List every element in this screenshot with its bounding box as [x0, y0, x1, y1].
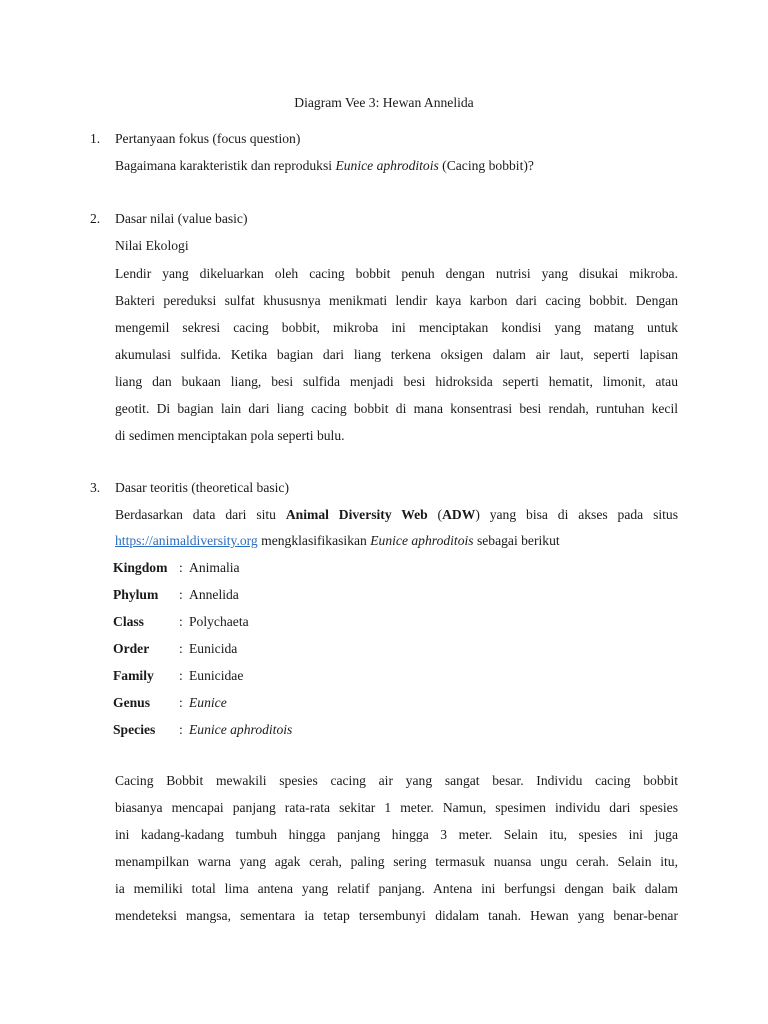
paragraph-line: biasanya mencapai panjang rata-rata sekitar 1 meter. Namun, spesimen individu dari spesies — [115, 800, 678, 815]
paragraph-line: liang dan bukaan liang, besi sulfida menjadi besi hidroksida seperti hematit, limonit, atau — [115, 374, 678, 389]
taxonomy-rank: Phylum — [113, 587, 159, 602]
paragraph-line: mengemil sekresi cacing bobbit, mikroba ini menciptakan kondisi yang matang untuk — [115, 320, 678, 335]
section-2-heading: Dasar nilai (value basic) — [115, 211, 248, 226]
adw-name: Animal Diversity Web — [285, 507, 428, 522]
intro-text: Berdasarkan data dari situ — [115, 507, 286, 522]
adw-abbrev: ADW — [442, 507, 476, 522]
paragraph-line: akumulasi sulfida. Ketika bagian dari liang terkena oksigen dalam air laut, seperti lapisan — [115, 347, 678, 362]
taxonomy-row — [113, 635, 292, 662]
section-3-number: 3. — [90, 480, 101, 495]
taxonomy-row — [113, 689, 292, 716]
taxonomy-colon: : — [179, 641, 183, 656]
intro2-text-end: sebagai berikut — [473, 533, 560, 548]
section-2-number: 2. — [90, 211, 101, 226]
taxonomy-value: Eunicida — [189, 641, 238, 656]
taxonomy-value: Annelida — [189, 587, 239, 602]
paragraph-line: geotit. Di bagian lain dari liang cacing bobbit di mana konsentrasi besi rendah, runtuhan kecil — [115, 401, 678, 416]
taxonomy-list — [113, 554, 292, 743]
taxonomy-value: Eunice aphroditois — [189, 722, 293, 737]
taxonomy-rank: Class — [113, 614, 144, 629]
taxonomy-row — [113, 581, 292, 608]
taxonomy-rank: Species — [113, 722, 156, 737]
taxonomy-value: Polychaeta — [189, 614, 249, 629]
theory-intro-line-2 — [115, 531, 560, 551]
section-1-number: 1. — [90, 131, 101, 146]
section-2-subheading: Nilai Ekologi — [115, 238, 189, 253]
taxonomy-colon: : — [179, 695, 183, 710]
theory-intro-line-1 — [115, 501, 678, 528]
intro2-species: Eunice aphroditois — [370, 533, 474, 548]
taxonomy-rank: Family — [113, 668, 154, 683]
adw-link[interactable]: https://animaldiversity.org — [115, 533, 258, 548]
taxonomy-colon: : — [179, 587, 183, 602]
taxonomy-rank: Kingdom — [113, 560, 168, 575]
paragraph-line: menampilkan warna yang agak cerah, paling sering termasuk nuansa ungu cerah. Selain itu, — [115, 854, 678, 869]
focus-question-common-name: (Cacing bobbit)? — [438, 158, 534, 173]
paragraph-line: ini kadang-kadang tumbuh hingga panjang hingga 3 meter. Selain itu, spesies ini juga — [115, 827, 678, 842]
document-title: Diagram Vee 3: Hewan Annelida — [294, 95, 474, 110]
value-paragraph — [115, 260, 678, 449]
taxonomy-colon: : — [179, 560, 183, 575]
taxonomy-colon: : — [179, 668, 183, 683]
taxonomy-rank: Genus — [113, 695, 151, 710]
intro2-text: mengklasifikasikan — [257, 533, 371, 548]
taxonomy-value: Eunicidae — [189, 668, 244, 683]
taxonomy-row — [113, 716, 292, 743]
paragraph-line: mendeteksi mangsa, sementara ia tetap tersembunyi didalam tanah. Hewan yang benar-benar — [115, 908, 678, 923]
focus-question-text: Bagaimana karakteristik dan reproduksi — [115, 158, 336, 173]
intro-paren: ( — [427, 507, 443, 522]
paragraph-line: di sedimen menciptakan pola seperti bulu. — [115, 428, 345, 443]
taxonomy-row — [113, 608, 292, 635]
taxonomy-row — [113, 554, 292, 581]
taxonomy-value: Eunice — [189, 695, 227, 710]
taxonomy-rank: Order — [113, 641, 150, 656]
taxonomy-row — [113, 662, 292, 689]
paragraph-line: Bakteri pereduksi sulfat khususnya menikmati lendir kaya karbon dari cacing bobbit. Dengan — [115, 293, 678, 308]
paragraph-line: Cacing Bobbit mewakili spesies cacing air yang sangat besar. Individu cacing bobbit — [115, 773, 678, 788]
intro-text-end: ) yang bisa di akses pada situs — [475, 507, 679, 522]
taxonomy-colon: : — [179, 722, 183, 737]
taxonomy-colon: : — [179, 614, 183, 629]
description-paragraph — [115, 767, 678, 929]
taxonomy-value: Animalia — [189, 560, 240, 575]
section-1-heading: Pertanyaan fokus (focus question) — [115, 131, 301, 146]
section-3-heading: Dasar teoritis (theoretical basic) — [115, 480, 289, 495]
focus-question-species: Eunice aphroditois — [335, 158, 439, 173]
focus-question — [115, 156, 534, 176]
paragraph-line: Lendir yang dikeluarkan oleh cacing bobbit penuh dengan nutrisi yang disukai mikroba. — [115, 266, 678, 281]
paragraph-line: ia memiliki total lima antena yang relatif panjang. Antena ini berfungsi dengan baik dalam — [115, 881, 678, 896]
